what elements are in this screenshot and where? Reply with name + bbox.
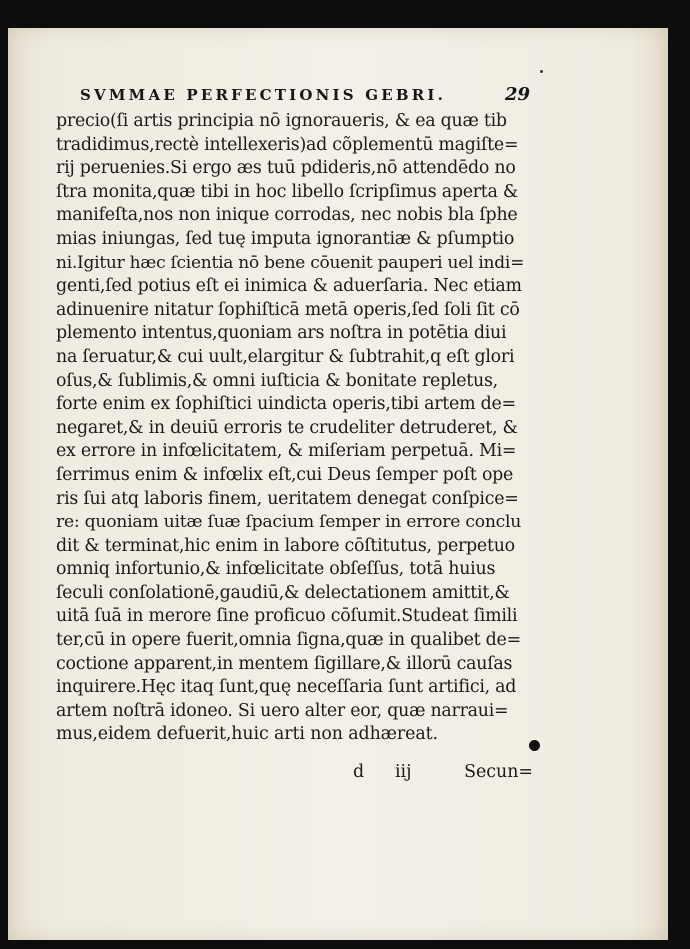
text-line: ni.Igitur hæc ſcientia nō bene cōuenit pauperi uel indi= (56, 252, 525, 273)
text-line: oſus,& ſublimis,& omni iuſticia & bonitate repletus, (56, 370, 498, 391)
catchword: Secun= (464, 762, 533, 782)
text-line: artem noſtrā idoneo. Si uero alter eor, quæ narraui= (56, 700, 509, 721)
text-line: na ſeruatur,& cui uult,elargitur & ſubtrahit,q eſt glori (56, 346, 515, 367)
folio-number: 29 (504, 84, 530, 105)
text-line: manifeſta,nos non inique corrodas, nec nobis bla ſphe (56, 205, 518, 226)
text-line: ſerrimus enim & infœlix eſt,cui Deus ſemper poſt ope (56, 464, 514, 485)
text-line: inquirere.Hęc itaq ſunt,quę neceſſaria ſunt artifici, ad (56, 677, 517, 698)
text-line: precio(ſi artis principia nō ignoraueris, & ea quæ tib (56, 111, 507, 131)
text-line: rij peruenies.Si ergo æs tuū pdideris,nō attendēdo no (56, 158, 516, 179)
body-text (56, 110, 526, 747)
text-line: ſeculi conſolationē,gaudiū,& delectationem amittit,& (56, 582, 510, 603)
text-line: coctione apparent,in mentem ſigillare,& illorū cauſas (56, 653, 513, 674)
text-line: mus,eidem defuerit,huic arti non adhæreat. (56, 724, 438, 745)
page-footer (353, 762, 533, 788)
text-line: plemento intentus,quoniam ars noſtra in potētia diui (56, 323, 507, 344)
text-line: dit & terminat,hic enim in labore cōſtitutus, perpetuo (56, 535, 515, 556)
ink-dot-mark (529, 740, 540, 751)
text-line: mias iniungas, ſed tuę imputa ignorantiæ & pſumptio (56, 228, 515, 249)
text-line: tradidimus,rectè intellexeris)ad cõplementū magiſte= (56, 134, 519, 155)
text-line: ris ſui atq laboris finem, ueritatem denegat conſpice= (56, 488, 519, 509)
signature-number: iij (395, 762, 412, 782)
text-line: ex errore in infœlicitatem, & miſeriam perpetuā. Mi= (56, 441, 517, 462)
text-line: negaret,& in deuiū erroris te crudeliter detruderet, & (56, 417, 518, 438)
page-header (80, 86, 530, 110)
text-line: ſtra monita,quæ tibi in hoc libello ſcripſimus aperta & (56, 181, 519, 202)
text-line: ter,cū in opere fuerit,omnia ſigna,quæ in qualibet de= (56, 630, 521, 651)
running-title: SVMMAE PERFECTIONIS GEBRI. (80, 86, 447, 104)
text-line: adinuenire nitatur ſophiſticā metā operis,ſed ſoli ſit cō (56, 299, 520, 320)
paper-speck (540, 70, 543, 73)
text-line: omniq infortunio,& infœlicitate obſeſſus, totā huius (56, 559, 496, 580)
signature-letter: d (353, 762, 365, 782)
text-line: re: quoniam uitæ ſuæ ſpacium ſemper in errore conclu (56, 512, 522, 533)
book-page (8, 28, 668, 940)
text-line: forte enim ex ſophiſtici uindicta operis,tibi artem de= (56, 394, 516, 415)
text-line: uitā ſuā in merore ſine proficuo cōſumit.Studeat ſimili (56, 606, 518, 627)
text-line: genti,ſed potius eſt ei inimica & aduerſaria. Nec etiam (56, 276, 522, 297)
